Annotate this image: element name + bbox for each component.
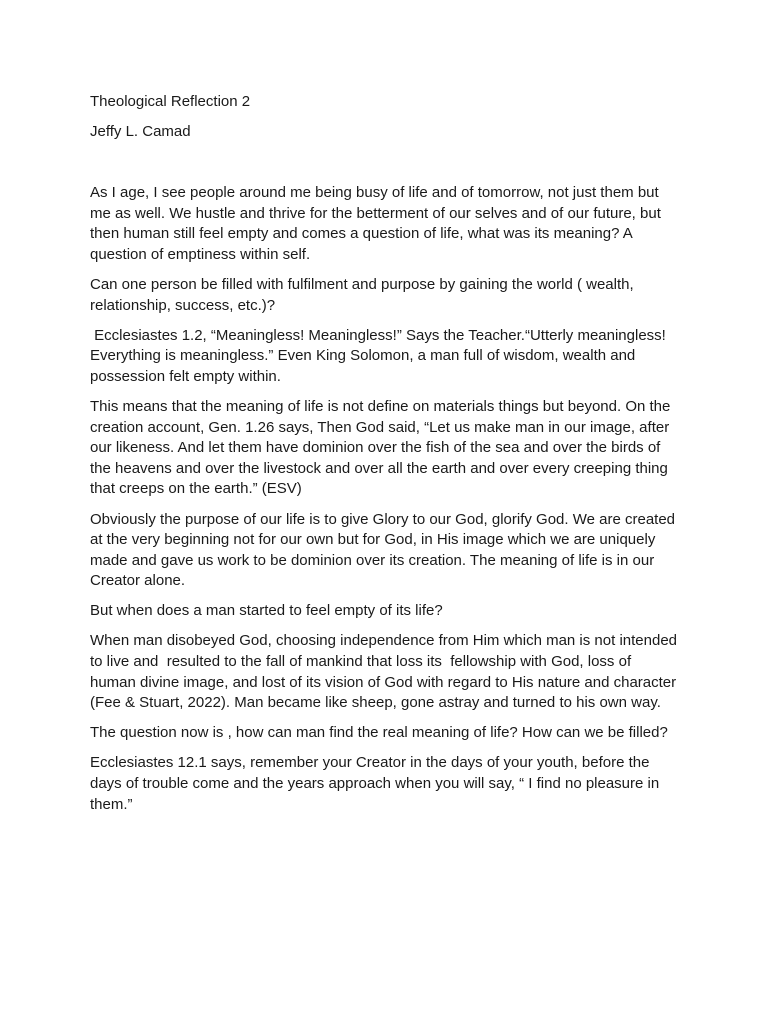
- document-page: [90, 92, 680, 825]
- paragraph-emptiness-question: But when does a man started to feel empty of its life?: [90, 602, 443, 620]
- paragraph-meaning-question: The question now is , how can man find the real meaning of life? How can we be filled?: [90, 724, 668, 742]
- paragraph-creation: This means that the meaning of life is not define on materials things but beyond. On the creation account, Gen. 1.26 says, Then God said, “Let us make man in our image, after our likeness. And let them have dominion over the fish of the sea and over the birds of the heavens and over the livestock and over all the earth and over every creeping thing that creeps on the earth.” (ESV): [90, 398, 675, 498]
- paragraph-question: Can one person be filled with fulfilment and purpose by gaining the world ( wealth, relationship, success, etc.)?: [90, 276, 638, 314]
- document-body: [90, 183, 680, 815]
- paragraph-remember-creator: Ecclesiastes 12.1 says, remember your Creator in the days of your youth, before the days of trouble come and the years approach when you will say, “ I find no pleasure in them.”: [90, 754, 664, 813]
- paragraph-purpose: Obviously the purpose of our life is to give Glory to our God, glorify God. We are created at the very beginning not for our own but for God, in His image which we are uniquely made and gave us work to be dominion over its creation. The meaning of life is in our Creator alone.: [90, 510, 680, 590]
- document-title: Theological Reflection 2: [90, 93, 251, 110]
- paragraph-intro: As I age, I see people around me being busy of life and of tomorrow, not just them but me as well. We hustle and thrive for the betterment of our selves and of our future, but then human still feel empty and comes a question of life, what was its meaning? A question of emptiness within self.: [90, 184, 666, 263]
- paragraph-ecclesiastes: Ecclesiastes 1.2, “Meaningless! Meaningless!” Says the Teacher.“Utterly meaningless! Everything is meaningless.” Even King Solomon, a man full of wisdom, wealth and possession felt empty within.: [90, 326, 670, 385]
- paragraph-fall: When man disobeyed God, choosing independence from Him which man is not intended to live and resulted to the fall of mankind that loss its fellowship with God, loss of human divine image, and lost of its vision of God with regard to His nature and character (Fee & Stuart, 2022). Man became like sheep, gone astray and turned to his own way.: [90, 632, 682, 712]
- document-author: Jeffy L. Camad: [90, 122, 191, 140]
